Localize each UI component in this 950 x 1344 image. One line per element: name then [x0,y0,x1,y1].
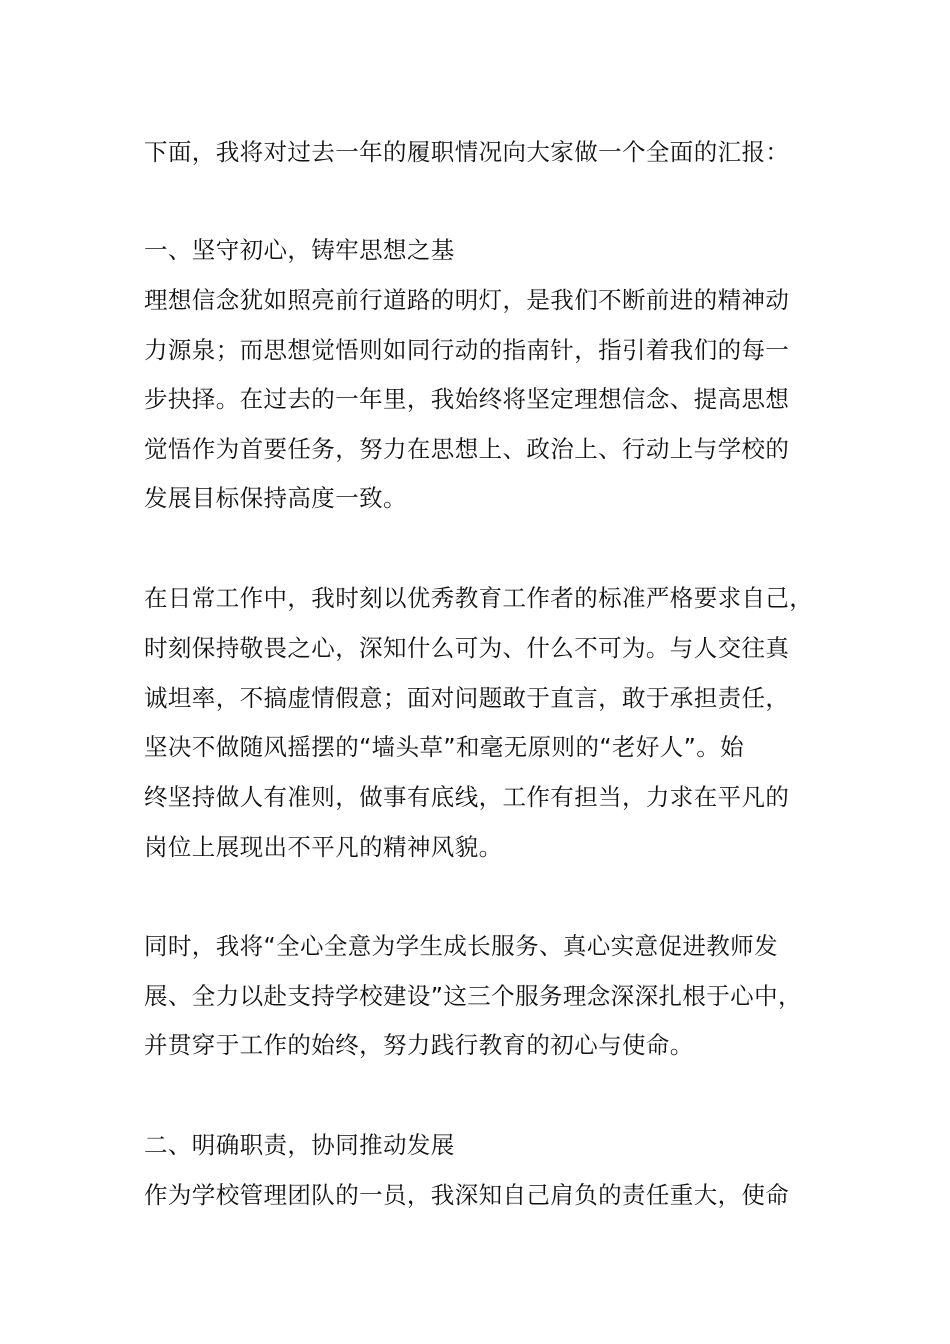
paragraph-line: 岗位上展现出不平凡的精神风貌。 [144,833,503,861]
paragraph-line: 在日常工作中，我时刻以优秀教育工作者的标准严格要求自己， [144,584,814,612]
paragraph-line: 觉悟作为首要任务，努力在思想上、政治上、行动上与学校的 [144,435,790,463]
paragraph-line: 步抉择。在过去的一年里，我始终将坚定理想信念、提高思想 [144,385,790,413]
paragraph-line: 同时，我将“全心全意为学生成长服务、真心实意促进教师发 [144,932,778,960]
paragraph-line: 力源泉；而思想觉悟则如同行动的指南针，指引着我们的每一 [144,336,790,364]
paragraph-line: 发展目标保持高度一致。 [144,484,407,512]
section-heading-1: 一、坚守初心，铸牢思想之基 [144,236,455,264]
paragraph-line: 时刻保持敬畏之心，深知什么可为、什么不可为。与人交往真 [144,634,790,662]
paragraph-line: 终坚持做人有准则，做事有底线，工作有担当，力求在平凡的 [144,783,790,811]
section-heading-2: 二、明确职责，协同推动发展 [144,1131,455,1159]
paragraph-line: 作为学校管理团队的一员，我深知自己肩负的责任重大，使命 [144,1181,790,1209]
intro-text: 下面，我将对过去一年的履职情况向大家做一个全面的汇报： [144,138,790,166]
paragraph-line: 诚坦率，不搞虚情假意；面对问题敢于直言，敢于承担责任， [144,684,790,712]
paragraph-line: 并贯穿于工作的始终，努力践行教育的初心与使命。 [144,1031,694,1059]
paragraph-line: 坚决不做随风摇摆的“墙头草”和毫无原则的“老好人”。始 [144,733,744,761]
paragraph-line: 展、全力以赴支持学校建设”这三个服务理念深深扎根于心中， [144,982,802,1010]
paragraph-line: 理想信念犹如照亮前行道路的明灯，是我们不断前进的精神动 [144,286,790,314]
